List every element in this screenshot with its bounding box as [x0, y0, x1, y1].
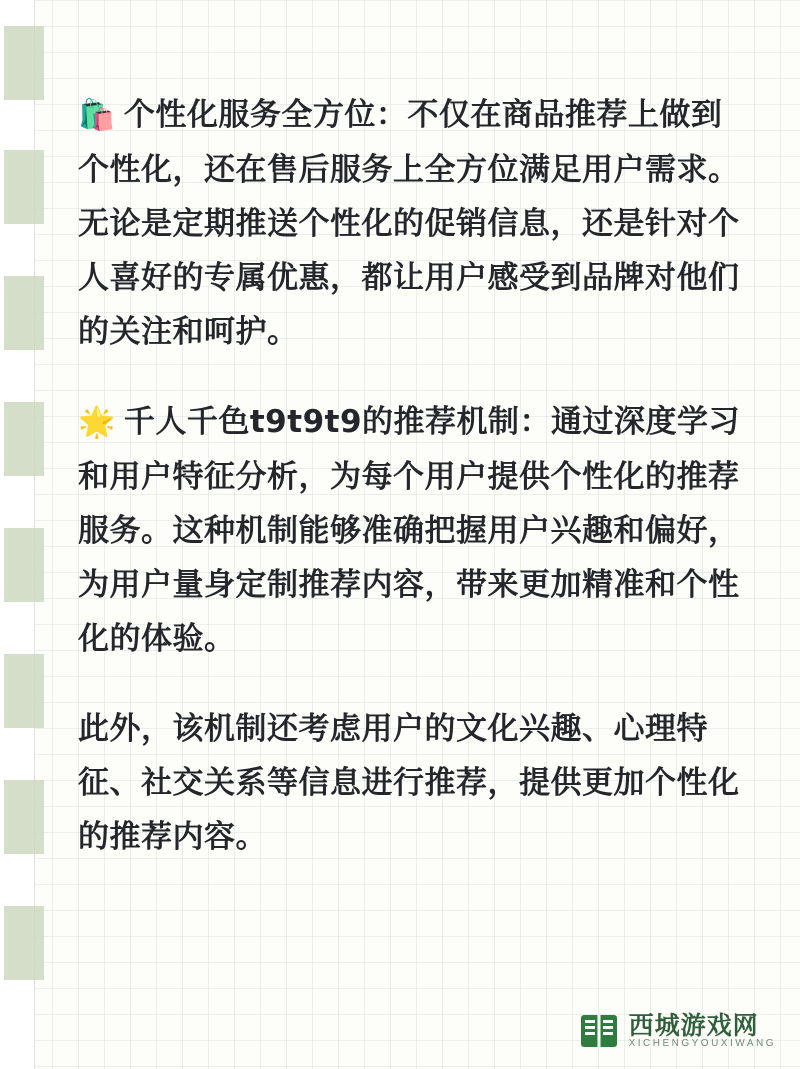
- tape-7: [4, 780, 44, 854]
- tape-5: [4, 528, 44, 602]
- note-content: [78, 88, 750, 900]
- paragraph-3: [78, 702, 750, 864]
- tape-8: [4, 906, 44, 980]
- paragraph-1-segment-2-underlined: 无论是定期推送个性化的促销信息，还是针对个人喜好的专属优惠，都让用: [78, 206, 740, 296]
- paragraph-2-segment-2-underlined: 这种机制能够准确把握用户兴: [172, 513, 582, 549]
- sparkle-emoji: 🌟: [78, 405, 116, 440]
- paragraph-3-segment-3: 个性化的推荐内容。: [78, 765, 740, 855]
- paragraph-1: [78, 88, 750, 359]
- paragraph-2-segment-3-underlined: 趣和偏好，为用户量身定制推荐内容，带来: [78, 513, 740, 603]
- paragraph-1-segment-3: 户感受到品牌对他们的关注和呵护。: [78, 260, 740, 350]
- watermark-text: [628, 1010, 776, 1050]
- tape-2: [4, 150, 44, 224]
- book-logo-icon: [579, 1011, 619, 1051]
- tape-1: [4, 26, 44, 100]
- paragraph-3-segment-1: 此外，该机制还考虑用户的文化兴趣、心理: [78, 711, 677, 747]
- tape-4: [4, 402, 44, 476]
- paragraph-2-segment-1: 千人千色t9t9t9的推荐机制：通过深度学习和用户特征分析，为每个用户提供个性化的推荐服务。: [78, 404, 741, 549]
- paragraph-1-segment-1: 个性化服务全方位：不仅在商品推荐上做到个性化，还在售后服务上全方位满足用户需求。: [78, 97, 740, 188]
- watermark-subtitle: XICHENGYOUXIWANG: [628, 1037, 776, 1049]
- watermark-title: 西城游戏网: [628, 1010, 759, 1040]
- shopping-bag-emoji: 🛍️: [78, 98, 116, 133]
- watermark: [579, 1011, 776, 1051]
- tape-3: [4, 276, 44, 350]
- paragraph-2: [78, 395, 750, 666]
- tape-6: [4, 654, 44, 728]
- paragraph-3-segment-2-underlined: 特征、社交关系等信息进行推荐，提供更加: [78, 711, 708, 801]
- paragraph-2-segment-4: 更加精准和个性化的体验。: [78, 567, 740, 657]
